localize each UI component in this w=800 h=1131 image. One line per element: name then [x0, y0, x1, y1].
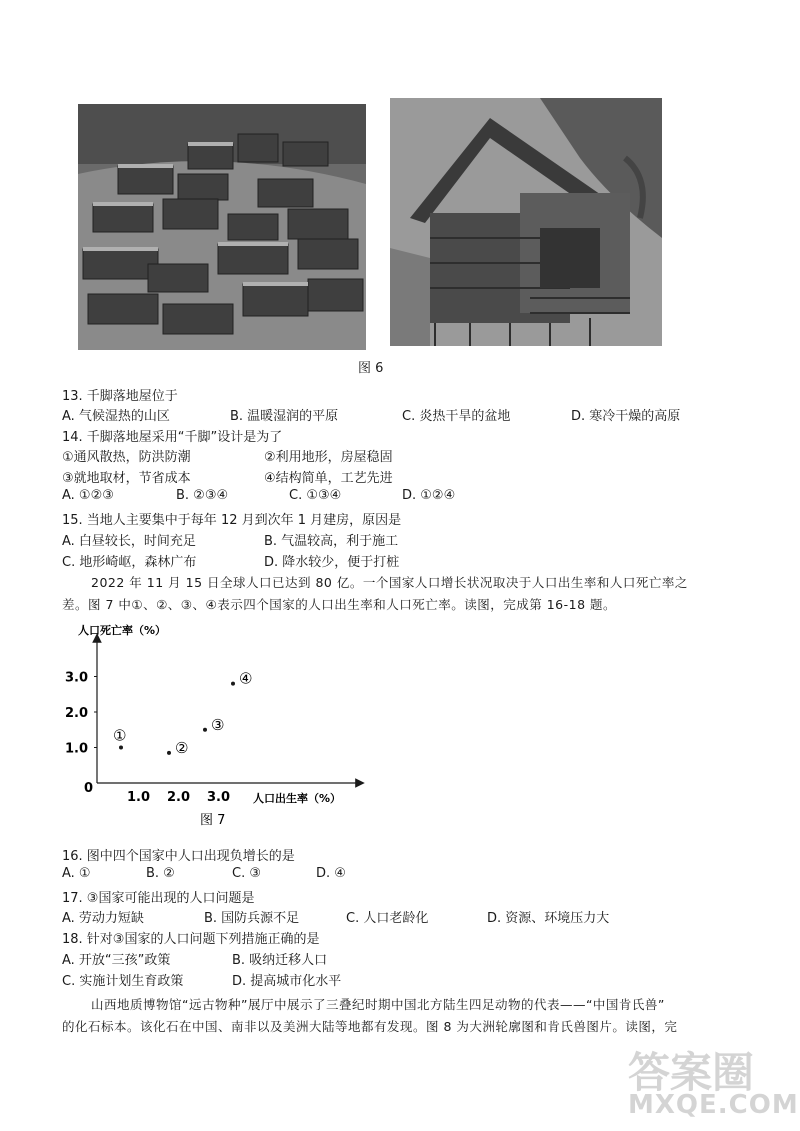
q18-option-b: B. 吸纳迁移人口	[232, 953, 328, 968]
y-tick-label: 1.0	[65, 741, 89, 757]
q16-option-a: A. ①	[62, 866, 91, 881]
q15-option-c: C. 地形崎岖，森林广布	[62, 555, 197, 570]
q14-option-b: B. ②③④	[176, 488, 229, 503]
x-tick-label: 1.0	[127, 790, 151, 805]
q17-option-b: B. 国防兵源不足	[204, 911, 300, 926]
q17-option-d: D. 资源、环境压力大	[487, 911, 610, 926]
figure-6-caption: 图 6	[358, 361, 384, 376]
q14-option-a: A. ①②③	[62, 488, 114, 503]
scatter-point-label-3: ③	[211, 715, 225, 734]
scatter-point-4	[231, 682, 235, 686]
q14-stem: 14. 千脚落地屋采用“千脚”设计是为了	[62, 430, 283, 445]
q14-item-4: ④结构简单，工艺先进	[264, 471, 393, 486]
q14-item-3: ③就地取材，节省成本	[62, 471, 191, 486]
q13-option-a: A. 气候湿热的山区	[62, 409, 170, 424]
x-axis-label: 人口出生率（%）	[253, 792, 342, 805]
figure-7-caption: 图 7	[200, 813, 226, 828]
scatter-point-2	[167, 751, 171, 755]
scatter-point-label-2: ②	[175, 738, 189, 757]
q17-option-a: A. 劳动力短缺	[62, 911, 144, 926]
village-hillside-drawing	[78, 104, 366, 350]
q13-stem: 13. 千脚落地屋位于	[62, 389, 178, 404]
scatter-point-label-4: ④	[239, 669, 253, 688]
y-tick-label: 3.0	[65, 670, 89, 686]
q18-option-c: C. 实施计划生育政策	[62, 974, 184, 989]
y-tick-label: 2.0	[65, 706, 89, 721]
q14-option-c: C. ①③④	[289, 488, 342, 503]
watermark-site-text: MXQE.COM	[628, 1090, 799, 1120]
scatter-point-label-1: ①	[113, 726, 127, 745]
q16-option-d: D. ④	[316, 866, 346, 881]
watermark-logo-text: 答案圈	[628, 1048, 755, 1097]
q14-item-2: ②利用地形，房屋稳固	[264, 450, 393, 465]
q18-stem: 18. 针对③国家的人口问题下列措施正确的是	[62, 932, 320, 947]
q14-option-d: D. ①②④	[402, 488, 456, 503]
population-scatter-chart	[60, 618, 380, 833]
intro-population-line-1: 2022 年 11 月 15 日全球人口已达到 80 亿。一个国家人口增长状况取决于人口出生率和人口死亡率之	[91, 575, 688, 590]
q15-option-d: D. 降水较少，便于打桩	[264, 555, 400, 570]
village-hillside-photo	[78, 104, 366, 350]
q15-option-b: B. 气温较高，利于施工	[264, 534, 399, 549]
q16-stem: 16. 图中四个国家中人口出现负增长的是	[62, 849, 295, 864]
q17-option-c: C. 人口老龄化	[346, 911, 429, 926]
q15-option-a: A. 白昼较长，时间充足	[62, 534, 196, 549]
y-axis-label: 人口死亡率（%）	[78, 624, 167, 637]
x-tick-label: 3.0	[207, 790, 231, 805]
q18-option-a: A. 开放“三孩”政策	[62, 953, 171, 968]
x-tick-label: 2.0	[167, 790, 191, 805]
intro-population-line-2: 差。图 7 中①、②、③、④表示四个国家的人口出生率和人口死亡率。读图，完成第 16-18 题。	[62, 597, 616, 612]
q13-option-b: B. 温暖湿润的平原	[230, 409, 339, 424]
scatter-point-1	[119, 746, 123, 750]
q14-item-1: ①通风散热，防洪防潮	[62, 450, 191, 465]
intro-fossil-line-2: 的化石标本。该化石在中国、南非以及美洲大陆等地都有发现。图 8 为大洲轮廓图和肯氏兽图片。读图，完	[62, 1019, 678, 1034]
q16-option-c: C. ③	[232, 866, 261, 881]
stilt-house-photo	[390, 98, 662, 346]
q15-stem: 15. 当地人主要集中于每年 12 月到次年 1 月建房，原因是	[62, 513, 402, 528]
q16-option-b: B. ②	[146, 866, 175, 881]
intro-fossil-line-1: 山西地质博物馆“远古物种”展厅中展示了三叠纪时期中国北方陆生四足动物的代表——“中国肯氏兽”	[91, 997, 665, 1012]
stilt-house-drawing	[390, 98, 662, 346]
q13-option-c: C. 炎热干旱的盆地	[402, 409, 511, 424]
scatter-point-3	[203, 728, 207, 732]
origin-label: 0	[84, 781, 94, 796]
q18-option-d: D. 提高城市化水平	[232, 974, 342, 989]
q13-option-d: D. 寒冷干燥的高原	[571, 409, 681, 424]
q17-stem: 17. ③国家可能出现的人口问题是	[62, 891, 255, 906]
